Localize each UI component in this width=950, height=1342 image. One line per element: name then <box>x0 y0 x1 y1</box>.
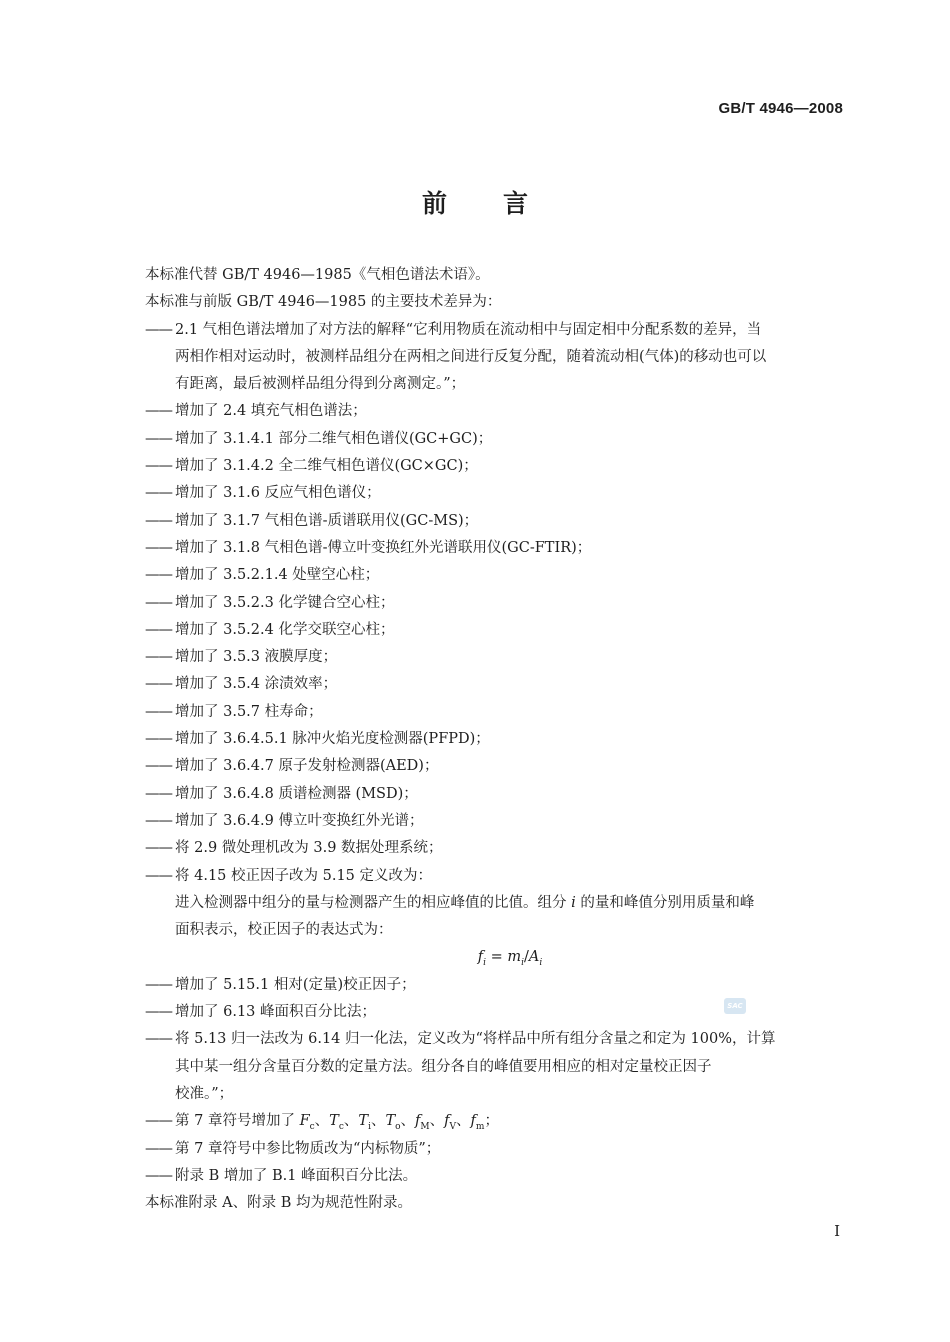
symbol-separator: 、 <box>314 1113 330 1130</box>
symbol-subscript: V <box>449 1122 457 1133</box>
list-item <box>145 1136 845 1163</box>
list-dash: —— <box>145 649 172 666</box>
symbol-base: f <box>415 1113 421 1130</box>
list-text: 增加了 3.5.2.3 化学键合空心柱； <box>175 594 395 611</box>
list-dash: —— <box>145 1113 172 1130</box>
list-text: 增加了 3.6.4.7 原子发射检测器(AED)； <box>175 758 439 775</box>
symbol-subscript: i <box>368 1122 371 1133</box>
list-dash: —— <box>145 1004 172 1021</box>
list-dash: —— <box>145 1167 172 1184</box>
list-dash: —— <box>145 731 172 748</box>
list-item <box>145 835 845 862</box>
list-dash: —— <box>145 703 172 720</box>
paragraph: 本标准代替 GB/T 4946—1985《气相色谱法术语》。 <box>145 267 490 283</box>
list-dash: —— <box>145 1140 172 1157</box>
list-item <box>145 1163 845 1190</box>
list-item <box>145 863 845 890</box>
list-dash: —— <box>145 403 172 420</box>
symbol-terminator: ； <box>484 1113 499 1130</box>
formula-numerator: m <box>507 949 522 966</box>
page-number: I <box>834 1222 840 1240</box>
list-dash: —— <box>145 512 172 529</box>
list-item <box>145 480 845 507</box>
symbol-base: f <box>470 1113 476 1130</box>
formula-denominator-sub: i <box>539 958 543 969</box>
list-dash: —— <box>145 812 172 829</box>
list-dash: —— <box>145 485 172 502</box>
list-dash: —— <box>145 621 172 638</box>
list-dash: —— <box>145 867 172 884</box>
symbol-separator: 、 <box>343 1113 359 1130</box>
list-item <box>145 508 845 535</box>
symbol-subscript: c <box>309 1122 315 1133</box>
symbol-base: T <box>358 1113 369 1130</box>
list-text: 将 2.9 微处理机改为 3.9 数据处理系统； <box>175 840 443 857</box>
list-text: 第 7 章符号增加了 <box>175 1113 300 1130</box>
list-text: 增加了 3.6.4.5.1 脉冲火焰光度检测器(PFPD)； <box>175 731 490 748</box>
definition-text: 进入检测器中组分的量与检测器产生的相应峰值的比值。组分 <box>175 894 572 911</box>
list-text: 增加了 3.5.2.1.4 处壁空心柱； <box>175 567 380 584</box>
list-item <box>145 426 845 453</box>
list-item <box>145 398 845 425</box>
standard-code: GB/T 4946—2008 <box>718 100 843 117</box>
watermark-logo: SAC <box>724 998 746 1014</box>
list-item <box>145 562 845 589</box>
symbol <box>299 1113 315 1133</box>
list-text: 增加了 3.5.3 液膜厚度； <box>175 649 338 666</box>
list-continuation <box>145 890 845 917</box>
list-text: 增加了 3.6.4.9 傅立叶变换红外光谱； <box>175 812 424 829</box>
symbol-subscript: M <box>420 1122 430 1133</box>
formula-lhs: f <box>477 949 484 966</box>
list-text: 增加了 3.1.6 反应气相色谱仪； <box>175 485 381 502</box>
list-item <box>145 808 845 835</box>
formula <box>145 944 845 971</box>
list-item <box>145 781 845 808</box>
list-dash: —— <box>145 1031 172 1048</box>
list-dash: —— <box>145 785 172 802</box>
symbol-separator: 、 <box>400 1113 416 1130</box>
list-dash: —— <box>145 594 172 611</box>
list-text: 增加了 3.6.4.8 质谱检测器 (MSD)； <box>175 785 418 802</box>
list-dash: —— <box>145 567 172 584</box>
formula-slash: / <box>524 949 529 966</box>
list-item <box>145 317 845 344</box>
list-text: 增加了 3.1.8 气相色谱-傅立叶变换红外光谱联用仪(GC-FTIR)； <box>175 539 592 556</box>
variable-i: i <box>571 894 576 911</box>
list-text: 增加了 6.13 峰面积百分比法； <box>175 1004 377 1021</box>
symbol-subscript: c <box>338 1122 344 1133</box>
formula-numerator-sub: i <box>521 958 524 969</box>
list-item <box>145 699 845 726</box>
list-continuation: 面积表示，校正因子的表达式为： <box>175 922 393 939</box>
symbol <box>329 1113 344 1133</box>
list-text: 增加了 5.15.1 相对(定量)校正因子； <box>175 976 416 993</box>
symbol-separator: 、 <box>370 1113 386 1130</box>
list-text: 增加了 3.5.7 柱寿命； <box>175 703 323 720</box>
list-dash: —— <box>145 539 172 556</box>
list-item <box>145 972 845 999</box>
list-dash: —— <box>145 458 172 475</box>
formula-equals: = <box>485 949 508 966</box>
list-text: 第 7 章符号中参比物质改为“内标物质”； <box>175 1140 441 1157</box>
symbol-separator: 、 <box>429 1113 445 1130</box>
list-text: 将 5.13 归一法改为 6.14 归一化法，定义改为“将样品中所有组分含量之和定为 100%，计算 <box>175 1031 776 1048</box>
formula-denominator: A <box>528 949 540 966</box>
list-dash: —— <box>145 430 172 447</box>
list-text: 增加了 3.1.7 气相色谱-质谱联用仪(GC-MS)； <box>175 512 479 529</box>
symbol-base: T <box>385 1113 396 1130</box>
list-text: 2.1 气相色谱法增加了对方法的解释“它利用物质在流动相中与固定相中分配系数的差异，当 <box>175 321 762 338</box>
list-item <box>145 753 845 780</box>
list-text: 增加了 3.5.2.4 化学交联空心柱； <box>175 621 395 638</box>
symbol <box>358 1113 371 1133</box>
list-item <box>145 590 845 617</box>
list-item <box>145 453 845 480</box>
symbol-base: f <box>444 1113 450 1130</box>
page-title <box>0 184 950 220</box>
definition-text: 的量和峰值分别用质量和峰 <box>575 894 755 911</box>
symbol-subscript: o <box>395 1122 401 1133</box>
list-item <box>145 671 845 698</box>
list-continuation: 其中某一组分含量百分数的定量方法。组分各自的峰值要用相应的相对定量校正因子 <box>175 1058 712 1075</box>
list-continuation: 校准。”； <box>175 1085 234 1102</box>
list-dash: —— <box>145 976 172 993</box>
list-item <box>145 726 845 753</box>
symbol <box>470 1113 485 1133</box>
symbol <box>444 1113 457 1133</box>
list-text: 增加了 2.4 填充气相色谱法； <box>175 403 367 420</box>
symbol-base: T <box>329 1113 339 1130</box>
list-dash: —— <box>145 758 172 775</box>
list-text: 增加了 3.1.4.2 全二维气相色谱仪(GC×GC)； <box>175 458 478 475</box>
list-item <box>145 644 845 671</box>
symbol-subscript: m <box>475 1122 485 1133</box>
symbol-base: F <box>299 1113 310 1130</box>
list-text: 将 4.15 校正因子改为 5.15 定义改为： <box>175 867 433 884</box>
list-dash: —— <box>145 321 172 338</box>
symbol <box>385 1113 401 1133</box>
paragraph: 本标准附录 A、附录 B 均为规范性附录。 <box>145 1195 412 1212</box>
symbol <box>415 1113 430 1133</box>
list-continuation: 两相作相对运动时，被测样品组分在两相之间进行反复分配，随着流动相(气体)的移动也可以 <box>175 348 767 365</box>
preface-body <box>145 262 845 1217</box>
list-item <box>145 1108 845 1135</box>
formula-lhs-sub: i <box>483 958 486 969</box>
list-dash: —— <box>145 676 172 693</box>
symbol-separator: 、 <box>456 1113 471 1130</box>
list-item <box>145 535 845 562</box>
title-char-2: 言 <box>503 189 529 218</box>
list-text: 增加了 3.5.4 涂渍效率； <box>175 676 338 693</box>
list-text: 附录 B 增加了 B.1 峰面积百分比法。 <box>175 1167 418 1184</box>
list-text: 增加了 3.1.4.1 部分二维气相色谱仪(GC+GC)； <box>175 430 493 447</box>
list-continuation: 有距离，最后被测样品组分得到分离测定。”； <box>175 376 466 393</box>
list-item <box>145 617 845 644</box>
paragraph: 本标准与前版 GB/T 4946—1985 的主要技术差异为： <box>145 294 502 311</box>
symbol-list <box>299 1113 499 1133</box>
title-char-1: 前 <box>421 189 447 218</box>
list-dash: —— <box>145 840 172 857</box>
list-item <box>145 1026 845 1053</box>
